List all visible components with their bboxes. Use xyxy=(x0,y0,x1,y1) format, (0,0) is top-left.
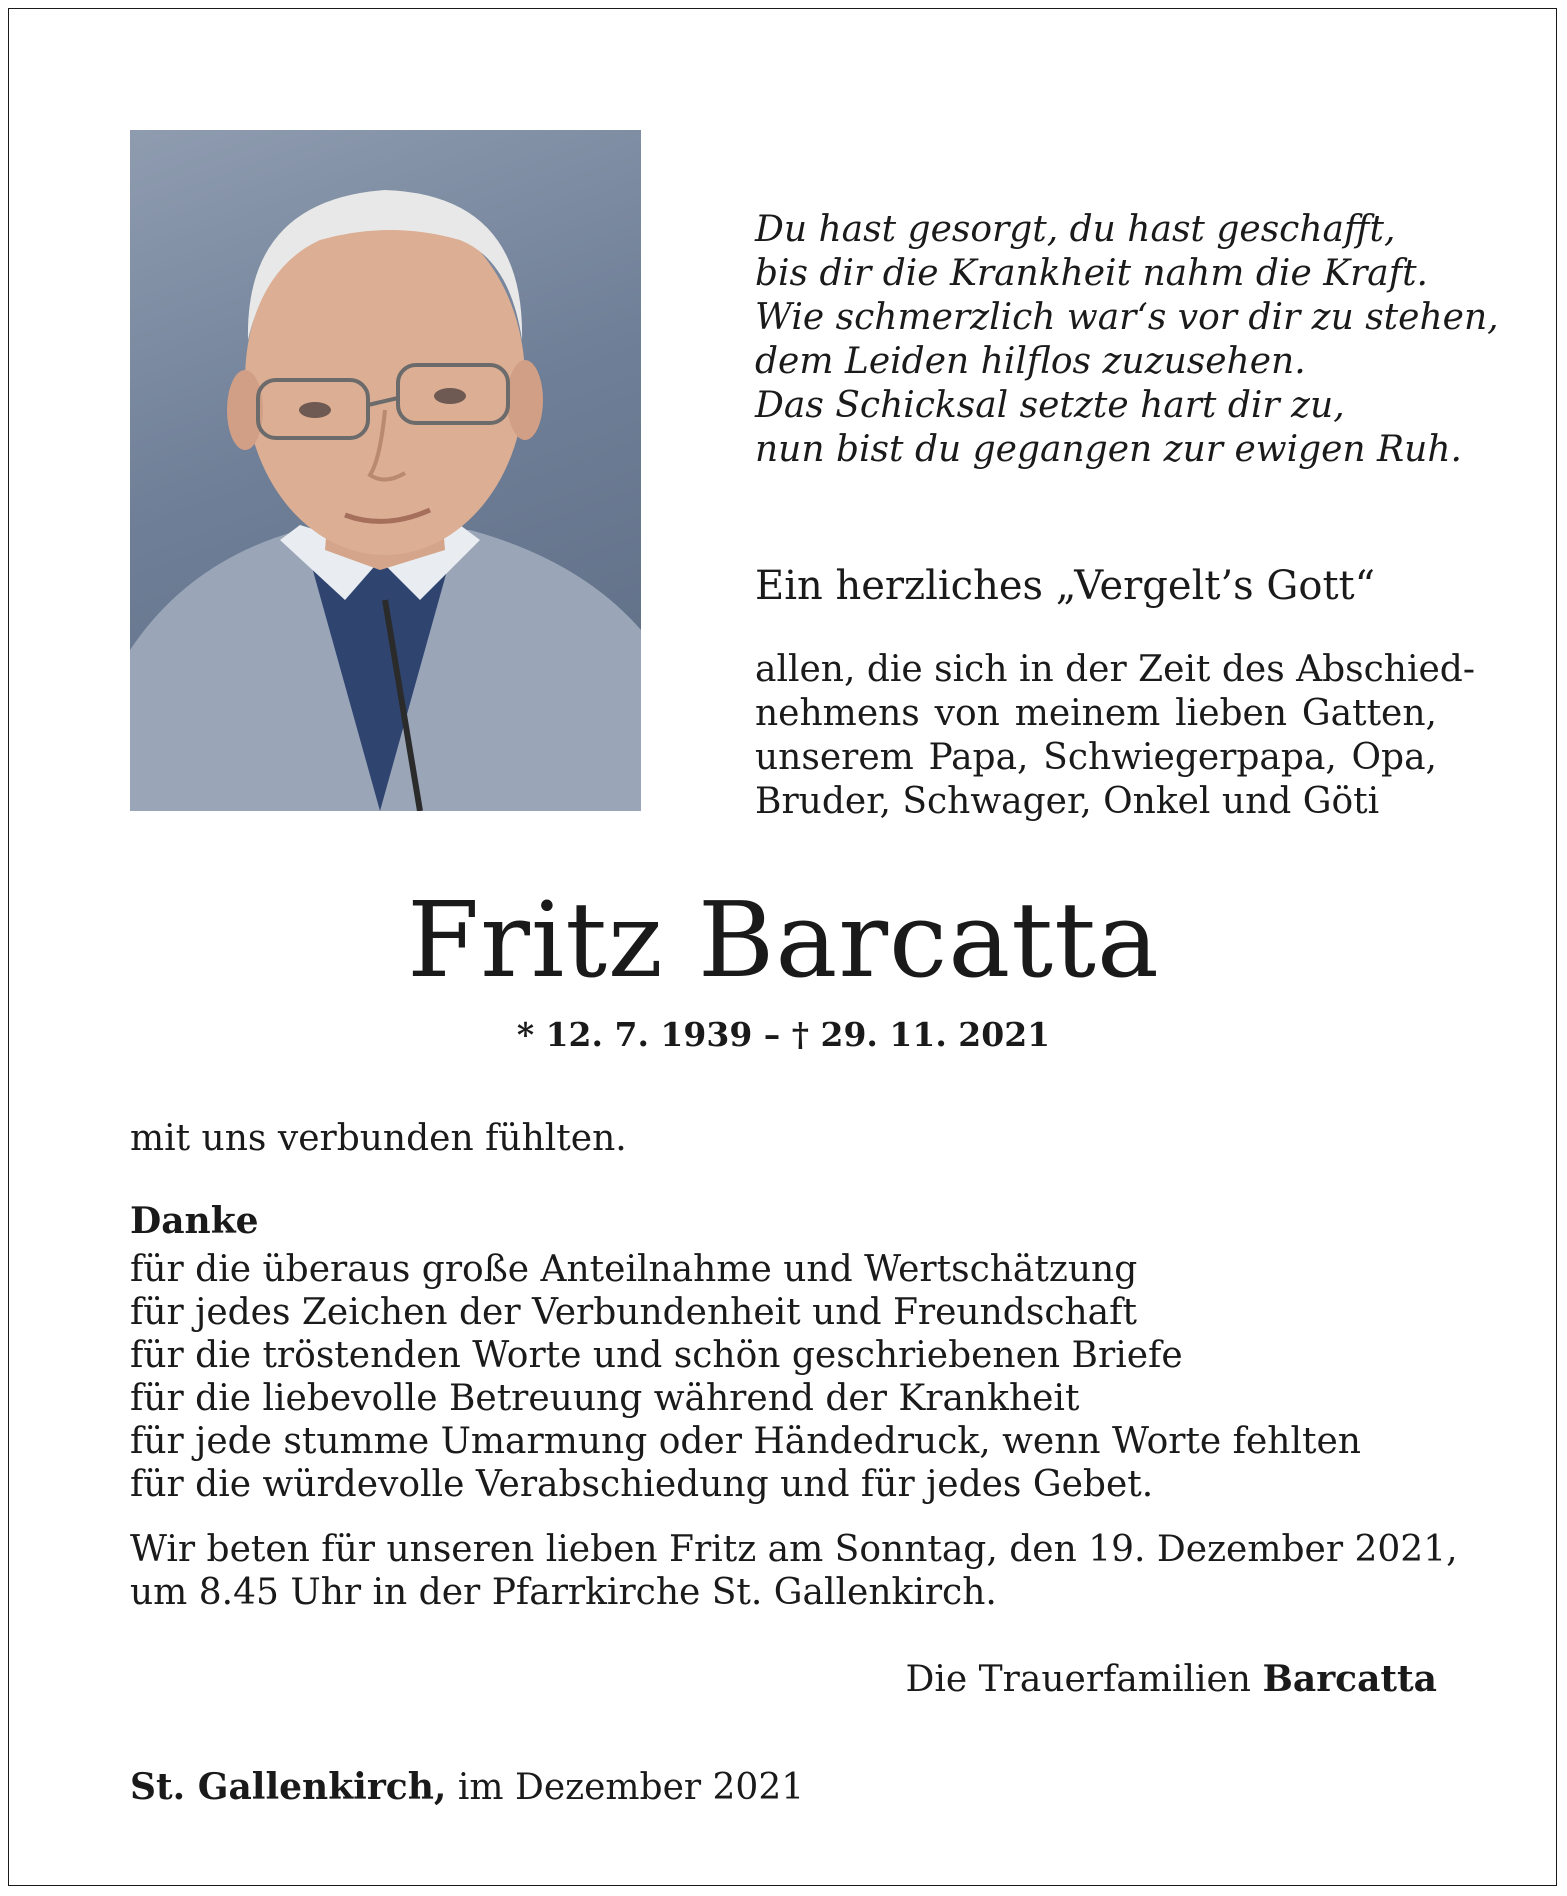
danke-title: Danke xyxy=(130,1200,259,1242)
danke-item: für jede stumme Umarmung oder Händedruck, wenn Worte fehlten xyxy=(130,1421,1361,1462)
danke-item: für jedes Zeichen der Verbundenheit und Freundschaft xyxy=(130,1292,1137,1333)
memorial-poem xyxy=(755,208,1499,472)
danke-item: für die überaus große Anteilnahme und Wertschätzung xyxy=(130,1249,1138,1290)
intro-line: allen, die sich in der Zeit des Abschied- xyxy=(755,649,1475,690)
intro-line: Bruder, Schwager, Onkel und Göti xyxy=(755,781,1380,822)
poem-line: Wie schmerzlich war‘s vor dir zu stehen, xyxy=(755,297,1499,338)
deceased-name: Fritz Barcatta xyxy=(407,879,1160,1001)
poem-line: bis dir die Krankheit nahm die Kraft. xyxy=(755,253,1428,294)
life-dates: * 12. 7. 1939 – † 29. 11. 2021 xyxy=(516,1015,1051,1054)
danke-list xyxy=(130,1248,1450,1506)
date-text: im Dezember 2021 xyxy=(457,1767,805,1808)
intro-line: nehmens von meinem lieben Gatten, xyxy=(755,693,1437,734)
poem-line: nun bist du gegangen zur ewigen Ruh. xyxy=(755,429,1462,470)
signature-family: Barcatta xyxy=(1262,1658,1437,1700)
poem-line: Das Schicksal setzte hart dir zu, xyxy=(755,385,1345,426)
signature xyxy=(906,1657,1437,1702)
danke-item: für die liebevolle Betreuung während der Krankheit xyxy=(130,1378,1080,1419)
poem-line: dem Leiden hilflos zuzusehen. xyxy=(755,341,1306,382)
place-date xyxy=(130,1765,804,1810)
poem-line: Du hast gesorgt, du hast geschafft, xyxy=(755,209,1396,250)
portrait-photo xyxy=(130,130,641,811)
danke-item: für die tröstenden Worte und schön geschriebenen Briefe xyxy=(130,1335,1183,1376)
signature-prefix: Die Trauerfamilien xyxy=(905,1659,1251,1700)
thanks-intro xyxy=(755,648,1475,824)
service-line: um 8.45 Uhr in der Pfarrkirche St. Gallenkirch. xyxy=(130,1572,997,1613)
service-line: Wir beten für unseren lieben Fritz am Sonntag, den 19. Dezember 2021, xyxy=(130,1529,1458,1570)
thanks-heading: Ein herzliches „Vergelt’s Gott“ xyxy=(755,563,1376,609)
place-name: St. Gallenkirch, xyxy=(130,1766,447,1808)
intro-line: unserem Papa, Schwiegerpapa, Opa, xyxy=(755,737,1437,778)
felt-text: mit uns verbunden fühlten. xyxy=(130,1118,627,1159)
portrait-illustration xyxy=(130,130,641,811)
danke-item: für die würdevolle Verabschiedung und für jedes Gebet. xyxy=(130,1464,1154,1505)
service-announcement xyxy=(130,1528,1458,1614)
